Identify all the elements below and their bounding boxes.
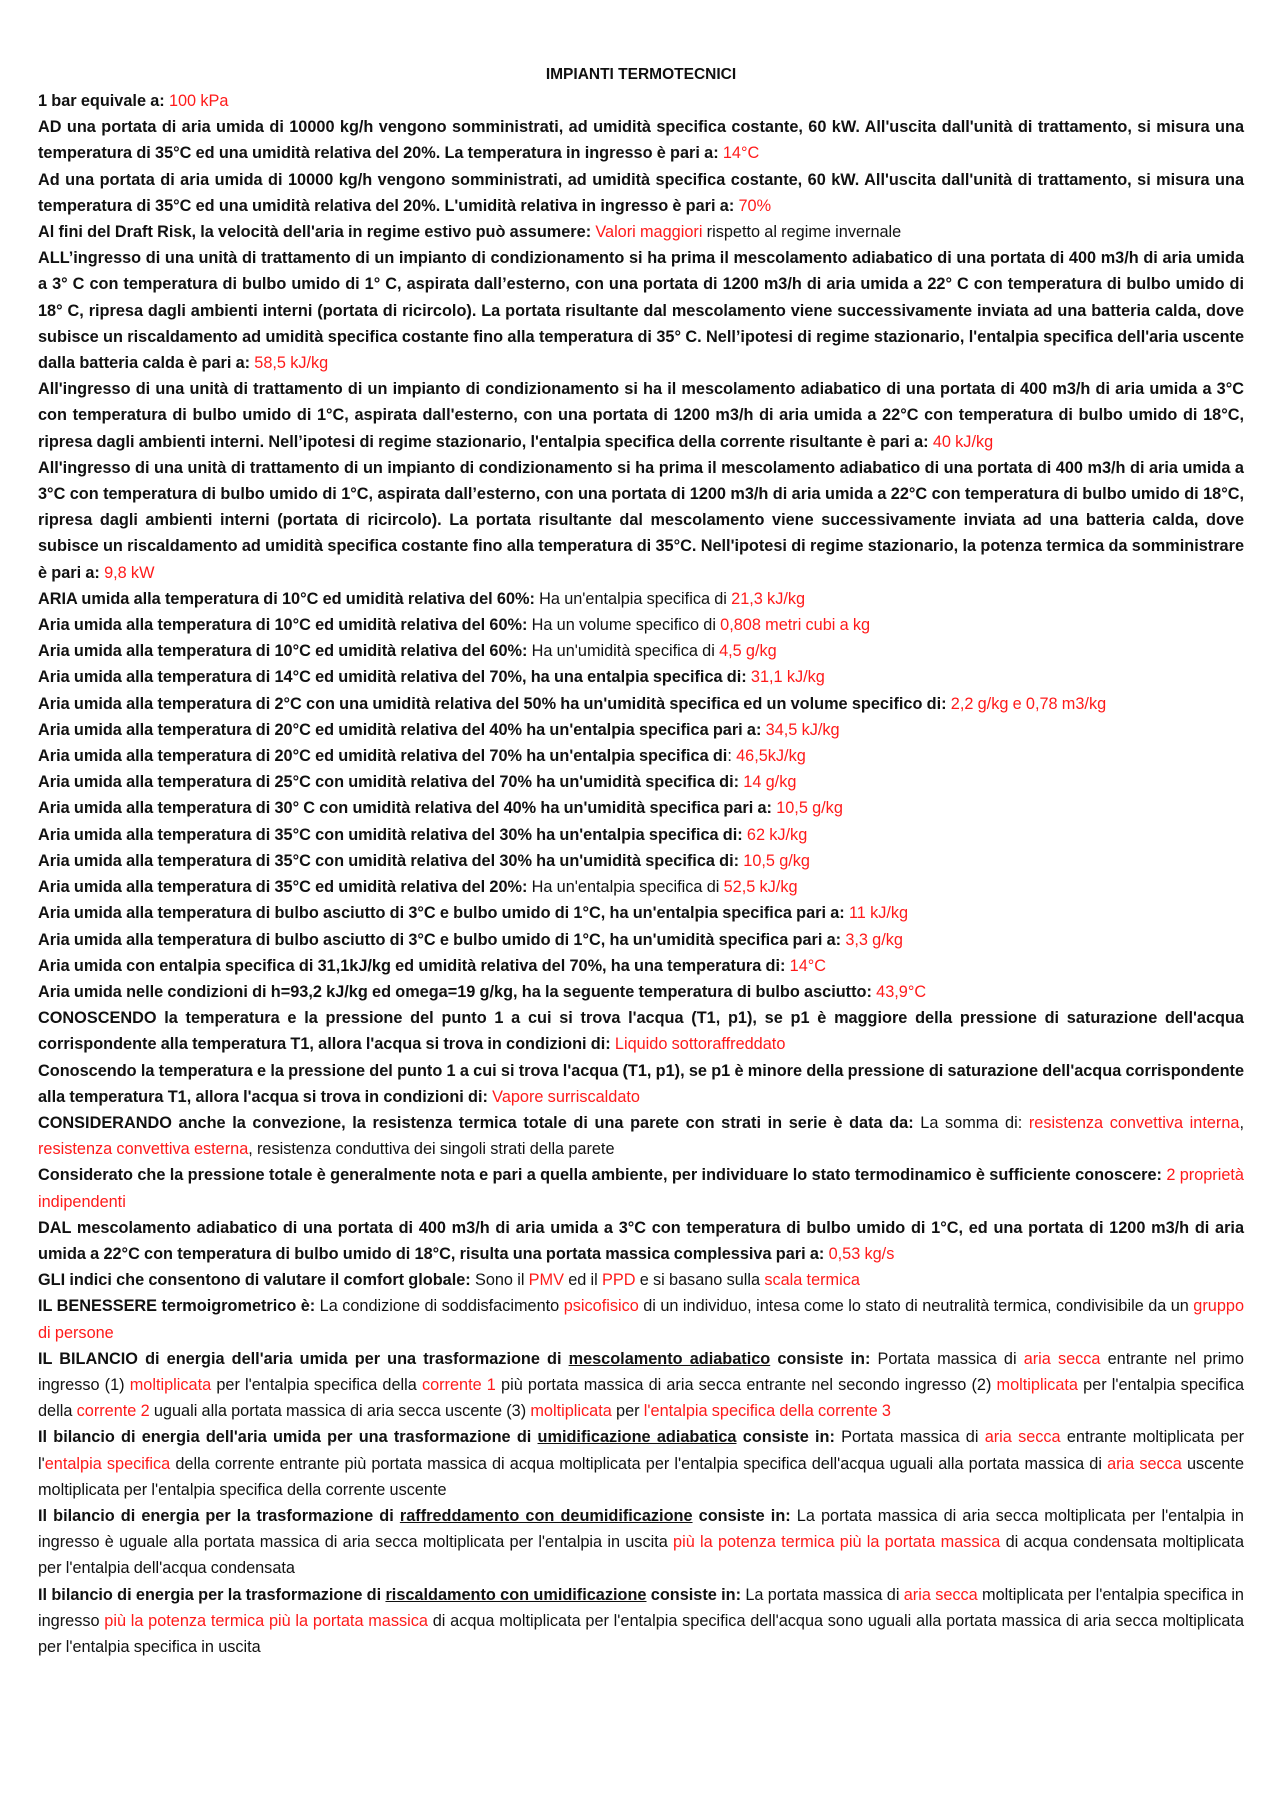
answer-text: di un individuo, intesa come lo stato di neutralità termica, condivisibile da un [638, 1297, 1194, 1316]
qa-entry [38, 1058, 1244, 1110]
answer-text: ed il [563, 1271, 602, 1290]
question-text-end: consiste in: [770, 1349, 871, 1368]
qa-entry [38, 848, 1244, 874]
question-topic: riscaldamento con umidificazione [385, 1585, 647, 1604]
answer-highlight: corrente 1 [421, 1375, 496, 1394]
answer-text: entrante nel primo ingresso (1) [38, 1349, 1244, 1394]
question-text: Aria umida alla temperatura di bulbo asciutto di 3°C e bulbo umido di 1°C, ha un'entalpia specifica pari a: [38, 904, 845, 923]
qa-entry [38, 586, 1244, 612]
answer-highlight: Liquido sottoraffreddato [614, 1035, 786, 1054]
answer-text: Ha un'umidità specifica di [527, 642, 720, 661]
qa-entry [38, 822, 1244, 848]
question-text: DAL mescolamento adiabatico di una portata di 400 m3/h di aria umida a 3°C con temperatura di bulbo umido di 1°C, ed una portata di 1200 m3/h di aria umida a 22°C con temperatura di bulbo umido di 18°C, risulta una portata massica complessiva pari a: [38, 1218, 1244, 1263]
answer-text: Portata massica di [834, 1428, 985, 1447]
question-text: Il bilancio di energia per la trasformazione di [38, 1585, 386, 1604]
answer-text: Sono il [470, 1271, 529, 1290]
answer-highlight: Valori maggiori [595, 223, 703, 242]
question-text: Conoscendo la temperatura e la pressione del punto 1 a cui si trova l'acqua (T1, p1), se p1 è minore della pressione di saturazione dell'acqua corrispondente alla temperatura T1, allora l'acqua si trova in condizioni di: [38, 1061, 1244, 1106]
answer-highlight: 70% [738, 196, 772, 215]
answer-text: entrante moltiplicata per l' [38, 1428, 1245, 1473]
question-text: CONOSCENDO la temperatura e la pressione del punto 1 a cui si trova l'acqua (T1, p1), se p1 è maggiore della pressione di saturazione dell'acqua corrispondente alla temperatura T1, allora l'acqua si trova in condizioni di: [38, 1009, 1244, 1054]
question-text: Ad una portata di aria umida di 10000 kg/h vengono somministrati, ad umidità specifica costante, 60 kW. All'uscita dall'unità di trattamento, si misura una temperatura di 35°C ed una umidità relativa del 20%. L'umidità relativa in ingresso è pari a: [38, 170, 1244, 215]
answer-text: della corrente entrante più portata massica di acqua moltiplicata per l'entalpia specifica dell'acqua uguali alla portata massica di [170, 1454, 1108, 1473]
answer-highlight: 14°C [722, 144, 760, 163]
qa-entry [38, 114, 1244, 166]
answer-highlight: 0,53 kg/s [828, 1244, 895, 1263]
question-text: ARIA umida alla temperatura di 10°C ed umidità relativa del 60%: [38, 589, 535, 608]
answer-highlight: 14°C [789, 956, 827, 975]
qa-entry [38, 743, 1244, 769]
answer-text: Ha un'entalpia specifica di [534, 589, 732, 608]
answer-text: rispetto al regime invernale [702, 223, 902, 242]
answer-highlight: più la potenza termica più la portata massica [104, 1611, 428, 1630]
answer-highlight: moltiplicata [129, 1375, 212, 1394]
qa-entry [38, 1424, 1244, 1503]
question-text-end: consiste in: [646, 1585, 742, 1604]
answer-highlight: moltiplicata [996, 1375, 1078, 1394]
question-topic: raffreddamento con deumidificazione [399, 1506, 693, 1525]
question-text: Aria umida alla temperatura di 25°C con umidità relativa del 70% ha un'umidità specifica di: [38, 773, 740, 792]
answer-highlight: 100 kPa [168, 92, 229, 110]
qa-entry [38, 167, 1244, 219]
qa-entry [38, 1582, 1244, 1661]
question-list [38, 88, 1244, 1660]
question-text: IL BILANCIO di energia dell'aria umida per una trasformazione di [38, 1349, 569, 1368]
question-text: Aria umida nelle condizioni di h=93,2 kJ/kg ed omega=19 g/kg, ha la seguente temperatura di bulbo asciutto: [38, 982, 872, 1001]
question-text: ALL’ingresso di una unità di trattamento di un impianto di condizionamento si ha prima il mescolamento adiabatico di una portata di 400 m3/h di aria umida a 3° C con temperatura di bulbo umido di 1° C, aspirata dall’esterno, con una portata di 1200 m3/h di aria umida a 22° C con temperatura di bulbo umido di 18° C, ripresa dagli ambienti interni (portata di ricircolo). La portata risultante dal mescolamento viene successivamente inviata ad una batteria calda, dove subisce un riscaldamento ad umidità specifica costante fino alla temperatura di 35° C. Nell’ipotesi di regime stazionario, l'entalpia specifica dell'aria uscente dalla batteria calda è pari a: [38, 249, 1244, 373]
question-text: Al fini del Draft Risk, la velocità dell'aria in regime estivo può assumere: [38, 223, 592, 242]
question-text: Considerato che la pressione totale è generalmente nota e pari a quella ambiente, per individuare lo stato termodinamico è sufficiente conoscere: [38, 1166, 1162, 1185]
answer-text: più portata massica di aria secca entrante nel secondo ingresso (2) [495, 1375, 997, 1394]
answer-highlight: 3,3 g/kg [845, 930, 903, 949]
question-text: 1 bar equivale a: [38, 92, 165, 110]
question-topic: mescolamento adiabatico [568, 1349, 771, 1368]
answer-highlight: resistenza convettiva esterna [38, 1140, 249, 1159]
question-text: Aria umida con entalpia specifica di 31,1kJ/kg ed umidità relativa del 70%, ha una temperatura di: [38, 956, 786, 975]
answer-highlight: 10,5 g/kg [743, 851, 810, 870]
answer-highlight: entalpia specifica [44, 1454, 171, 1473]
qa-entry [38, 927, 1244, 953]
qa-entry [38, 1267, 1244, 1293]
answer-highlight: 9,8 kW [104, 563, 155, 582]
answer-text: di acqua moltiplicata per l'entalpia specifica dell'acqua sono uguali alla portata massica di aria secca moltiplicata per l'entalpia specifica in uscita [38, 1611, 1244, 1656]
answer-highlight: corrente 2 [76, 1402, 150, 1421]
answer-highlight: scala termica [764, 1271, 860, 1290]
answer-highlight: psicofisico [563, 1297, 639, 1316]
qa-entry [38, 638, 1244, 664]
qa-entry [38, 1215, 1244, 1267]
answer-highlight: 40 kJ/kg [932, 432, 994, 451]
qa-entry [38, 1293, 1244, 1345]
qa-entry [38, 795, 1244, 821]
answer-highlight: l'entalpia specifica della corrente 3 [643, 1402, 891, 1421]
answer-highlight: 62 kJ/kg [746, 825, 808, 844]
answer-text: La portata massica di aria secca moltiplicata per l'entalpia in ingresso è uguale alla portata massica di aria secca moltiplicata per l'entalpia in uscita [38, 1506, 1244, 1552]
answer-text: , [1239, 1113, 1244, 1132]
qa-entry [38, 376, 1244, 455]
answer-highlight: 10,5 g/kg [776, 799, 843, 818]
answer-highlight: 11 kJ/kg [848, 904, 909, 923]
qa-entry [38, 1162, 1244, 1214]
qa-entry [38, 769, 1244, 795]
qa-entry [38, 455, 1244, 586]
qa-entry [38, 612, 1244, 638]
answer-text: uguali alla portata massica di aria secca uscente (3) [149, 1402, 531, 1421]
question-text: All'ingresso di una unità di trattamento di un impianto di condizionamento si ha prima il mescolamento adiabatico di una portata di 400 m3/h di aria umida a 3°C con temperatura di bulbo umido di 1°C, aspirata dall’esterno, con una portata di 1200 m3/h di aria umida a 22°C con temperatura di bulbo umido di 18°C, ripresa dagli ambienti interni (portata di ricircolo). La portata risultante dal mescolamento viene successivamente inviata ad una batteria calda, dove subisce un riscaldamento ad umidità specifica costante fino alla temperatura di 35°C. Nell'ipotesi di regime stazionario, la potenza termica da somministrare è pari a: [38, 458, 1244, 582]
answer-highlight: 2,2 g/kg e 0,78 m3/kg [950, 694, 1107, 713]
answer-highlight: 46,5kJ/kg [736, 747, 806, 766]
answer-highlight: 31,1 kJ/kg [750, 668, 825, 687]
qa-entry [38, 979, 1244, 1005]
answer-text: per l'entalpia specifica della [211, 1375, 422, 1394]
question-text: Aria umida alla temperatura di 2°C con una umidità relativa del 50% ha un'umidità specifica ed un volume specifico di: [38, 694, 947, 713]
answer-text: La portata massica di [741, 1585, 904, 1604]
answer-highlight: 21,3 kJ/kg [731, 589, 806, 608]
question-text: Aria umida alla temperatura di 10°C ed umidità relativa del 60%: [38, 642, 528, 661]
question-text: Aria umida alla temperatura di 35°C ed umidità relativa del 20%: [38, 878, 528, 897]
question-text: AD una portata di aria umida di 10000 kg/h vengono somministrati, ad umidità specifica costante, 60 kW. All'uscita dall'unità di trattamento, si misura una temperatura di 35°C ed una umidità relativa del 20%. La temperatura in ingresso è pari a: [38, 118, 1244, 163]
answer-highlight: 58,5 kJ/kg [254, 354, 329, 373]
answer-text: moltiplicata per l'entalpia specifica in ingresso [38, 1585, 1244, 1630]
qa-entry [38, 874, 1244, 900]
answer-text: Ha un'entalpia specifica di [527, 878, 724, 897]
qa-entry [38, 1503, 1244, 1582]
qa-entry [38, 219, 1244, 245]
question-text: Il bilancio di energia per la trasformazione di [38, 1506, 400, 1525]
answer-highlight: aria secca [1023, 1349, 1101, 1368]
question-text-end: consiste in: [736, 1428, 835, 1447]
question-text: All'ingresso di una unità di trattamento di un impianto di condizionamento si ha il mescolamento adiabatico di una portata di 400 m3/h di aria umida a 3°C con temperatura di bulbo umido di 1°C, aspirata dall'esterno, con una portata di 1200 m3/h di aria umida a 22°C con temperatura di bulbo umido di 18°C, ripresa dagli ambienti interni. Nell’ipotesi di regime stazionario, l'entalpia specifica della corrente risultante è pari a: [38, 380, 1244, 451]
page-title: IMPIANTI TERMOTECNICI [545, 66, 737, 83]
qa-entry [38, 691, 1244, 717]
answer-highlight: moltiplicata [530, 1402, 612, 1421]
question-text: Aria umida alla temperatura di 35°C con umidità relativa del 30% ha un'umidità specifica di: [38, 851, 740, 870]
question-text: Aria umida alla temperatura di bulbo asciutto di 3°C e bulbo umido di 1°C, ha un'umidità specifica pari a: [38, 930, 842, 949]
question-text: CONSIDERANDO anche la convezione, la resistenza termica totale di una parete con strati in serie è data da: [38, 1113, 914, 1132]
answer-text: , resistenza conduttiva dei singoli strati della parete [248, 1140, 615, 1159]
qa-entry [38, 1110, 1244, 1162]
answer-highlight: 0,808 metri cubi a kg [720, 616, 871, 635]
answer-highlight: PMV [528, 1271, 564, 1290]
answer-highlight: più la potenza termica più la portata massica [673, 1533, 1001, 1552]
answer-highlight: 4,5 g/kg [719, 642, 777, 661]
answer-highlight: Vapore surriscaldato [492, 1087, 640, 1106]
question-text: Aria umida alla temperatura di 20°C ed umidità relativa del 70% ha un'entalpia specifica di [38, 747, 728, 766]
qa-entry [38, 900, 1244, 926]
answer-highlight: PPD [601, 1271, 636, 1290]
question-text: GLI indici che consentono di valutare il comfort globale: [38, 1271, 471, 1290]
question-text: Il bilancio di energia dell'aria umida per una trasformazione di [38, 1428, 538, 1447]
answer-text: : [727, 747, 737, 766]
answer-text: per [611, 1402, 644, 1421]
question-topic: umidificazione adiabatica [537, 1428, 737, 1447]
answer-highlight: 34,5 kJ/kg [765, 720, 840, 739]
qa-entry [38, 1346, 1244, 1425]
qa-entry [38, 717, 1244, 743]
answer-text: La somma di: [913, 1113, 1029, 1132]
answer-highlight: 2 proprietà indipendenti [38, 1166, 1244, 1211]
question-text: Aria umida alla temperatura di 30° C con umidità relativa del 40% ha un'umidità specifica pari a: [38, 799, 772, 818]
answer-highlight: aria secca [903, 1585, 978, 1604]
answer-text: e si basano sulla [635, 1271, 765, 1290]
question-text: Aria umida alla temperatura di 10°C ed umidità relativa del 60%: [38, 616, 528, 635]
question-text-end: consiste in: [692, 1506, 791, 1525]
answer-highlight: aria secca [1107, 1454, 1182, 1473]
question-text: IL BENESSERE termoigrometrico è: [38, 1297, 316, 1316]
answer-highlight: gruppo di persone [38, 1297, 1244, 1342]
qa-entry [38, 245, 1244, 376]
qa-entry [38, 953, 1244, 979]
question-text: Aria umida alla temperatura di 14°C ed umidità relativa del 70%, ha una entalpia specifica di: [38, 668, 747, 687]
question-text: Aria umida alla temperatura di 35°C con umidità relativa del 30% ha un'entalpia specifica di: [38, 825, 743, 844]
answer-text: di acqua condensata moltiplicata per l'entalpia dell'acqua condensata [38, 1533, 1244, 1578]
answer-text: Ha un volume specifico di [527, 616, 721, 635]
answer-text: Portata massica di [870, 1349, 1024, 1368]
answer-text: per l'entalpia specifica della [38, 1375, 1245, 1421]
qa-entry [38, 664, 1244, 690]
question-text: Aria umida alla temperatura di 20°C ed umidità relativa del 40% ha un'entalpia specifica pari a: [38, 720, 762, 739]
answer-highlight: 14 g/kg [743, 773, 797, 792]
qa-entry [38, 1005, 1244, 1057]
answer-highlight: aria secca [984, 1428, 1061, 1447]
answer-text: La condizione di soddisfacimento [315, 1297, 564, 1316]
answer-highlight: 43,9°C [876, 982, 927, 1001]
qa-entry [38, 88, 1244, 114]
answer-highlight: 52,5 kJ/kg [723, 878, 798, 897]
answer-text: uscente moltiplicata per l'entalpia specifica della corrente uscente [38, 1454, 1245, 1499]
answer-highlight: resistenza convettiva interna [1028, 1113, 1240, 1132]
